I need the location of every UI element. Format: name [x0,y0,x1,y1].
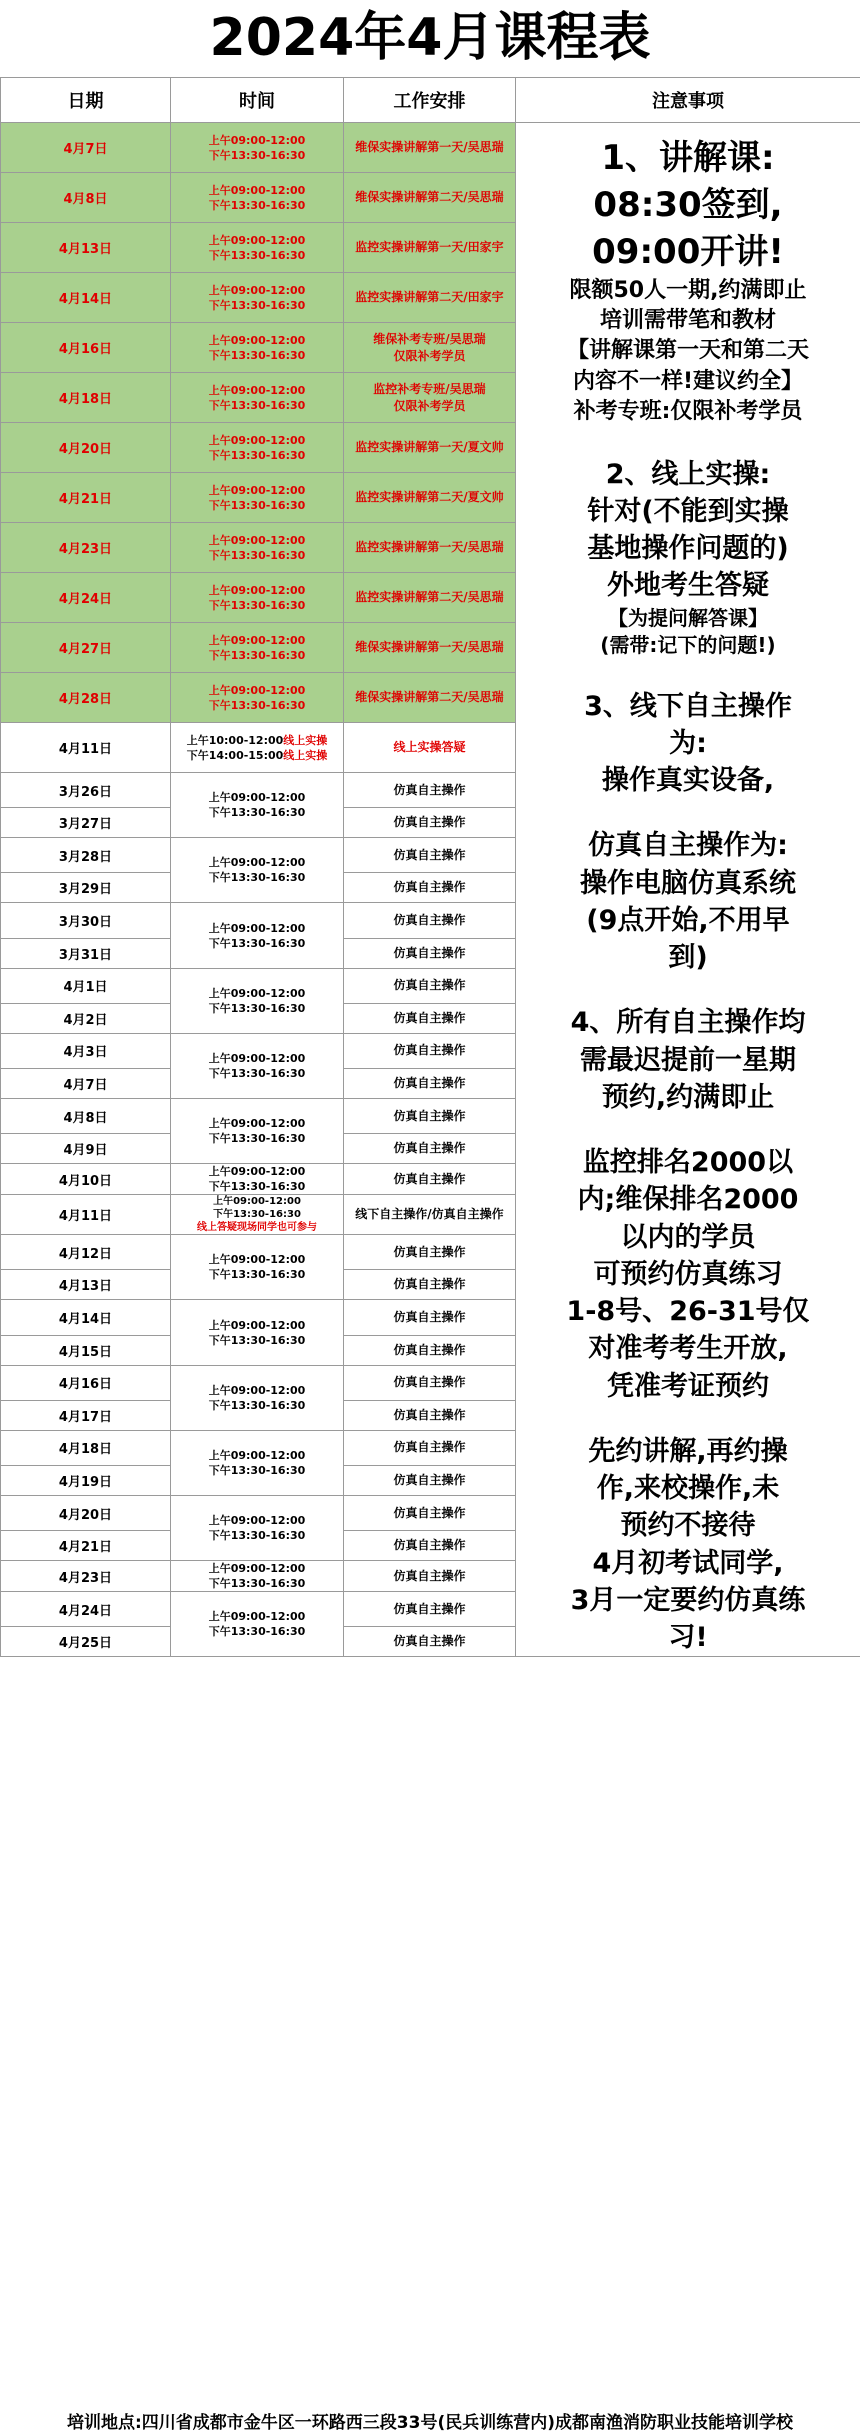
date-cell: 4月11日 [1,1195,171,1235]
note-block: 4、所有自主操作均 需最迟提前一星期 预约,约满即止 [570,1007,806,1113]
header-time: 时间 [171,78,344,123]
task-cell: 仿真自主操作 [344,1430,516,1465]
task-cell: 维保补考专班/吴思瑞 仅限补考学员 [344,323,516,373]
task-cell: 维保实操讲解第二天/吴思瑞 [344,673,516,723]
task-cell: 仿真自主操作 [344,1033,516,1068]
note-block: 限额50人一期,约满即止 培训需带笔和教材 【讲解课第一天和第二天 内容不一样!建议约全】 补考专班:仅限补考学员 [566,277,809,425]
task-cell: 仿真自主操作 [344,1335,516,1365]
date-cell: 4月16日 [1,1365,171,1400]
time-cell: 上午09:00-12:00 下午13:30-16:30 [171,968,344,1033]
time-cell: 上午09:00-12:00 下午13:30-16:30 [171,1430,344,1495]
date-cell: 4月2日 [1,1003,171,1033]
time-cell: 上午09:00-12:00 下午13:30-16:30 [171,323,344,373]
task-cell: 监控补考专班/吴思瑞 仅限补考学员 [344,373,516,423]
date-cell: 4月7日 [1,123,171,173]
time-cell: 上午09:00-12:00 下午13:30-16:30 [171,373,344,423]
task-cell: 仿真自主操作 [344,1099,516,1134]
task-cell: 仿真自主操作 [344,1466,516,1496]
note-block: 【为提问解答课】 (需带:记下的问题!) [600,605,776,658]
date-cell: 4月20日 [1,1496,171,1531]
date-cell: 4月18日 [1,1430,171,1465]
notes-cell [516,123,860,1657]
date-cell: 3月30日 [1,903,171,938]
time-cell: 上午09:00-12:00 下午13:30-16:30 [171,223,344,273]
note-block: 监控排名2000以 内;维保排名2000 以内的学员 可预约仿真练习 1-8号、26-31号仅 对准考考生开放, 凭准考证预约 [566,1147,810,1402]
time-cell: 上午09:00-12:00 下午13:30-16:30 [171,673,344,723]
task-cell: 仿真自主操作 [344,903,516,938]
task-cell: 仿真自主操作 [344,1531,516,1561]
task-cell: 仿真自主操作 [344,1627,516,1657]
time-cell: 上午09:00-12:00 下午13:30-16:30 [171,1235,344,1300]
task-cell: 仿真自主操作 [344,1400,516,1430]
task-cell: 监控实操讲解第一天/田家宇 [344,223,516,273]
time-cell: 上午09:00-12:00 下午13:30-16:30 [171,1365,344,1430]
date-cell: 4月15日 [1,1335,171,1365]
table-header-row [1,78,860,123]
task-cell: 维保实操讲解第一天/吴思瑞 [344,123,516,173]
task-cell: 仿真自主操作 [344,1496,516,1531]
note-block: 先约讲解,再约操 作,来校操作,未 预约不接待 4月初考试同学, 3月一定要约仿真练 习! [570,1435,806,1654]
date-cell: 4月21日 [1,473,171,523]
date-cell: 4月14日 [1,1300,171,1335]
date-cell: 4月24日 [1,573,171,623]
note-block: 仿真自主操作为: 操作电脑仿真系统 (9点开始,不用早 到) [580,830,796,974]
task-cell: 仿真自主操作 [344,1235,516,1270]
time-red-note: 线上实操 [283,748,328,762]
time-cell: 上午09:00-12:00 下午13:30-16:30 [171,773,344,838]
task-cell: 仿真自主操作 [344,1592,516,1627]
time-cell: 上午09:00-12:00 下午13:30-16:30 [171,473,344,523]
date-cell: 4月25日 [1,1627,171,1657]
date-cell: 4月20日 [1,423,171,473]
header-date: 日期 [1,78,171,123]
date-cell: 4月10日 [1,1164,171,1195]
time-cell: 上午09:00-12:00 下午13:30-16:30 [171,123,344,173]
note-block: 1、讲解课: 08:30签到, 09:00开讲! [592,138,784,272]
date-cell: 4月7日 [1,1069,171,1099]
task-cell: 仿真自主操作 [344,1003,516,1033]
time-cell: 上午09:00-12:00 下午13:30-16:30 [171,573,344,623]
task-cell: 仿真自主操作 [344,873,516,903]
date-cell: 3月29日 [1,873,171,903]
task-cell: 仿真自主操作 [344,1300,516,1335]
date-cell: 4月1日 [1,968,171,1003]
time-cell: 上午09:00-12:00 下午13:30-16:30 [171,523,344,573]
time-red-note: 线上实操 [283,733,328,747]
date-cell: 4月27日 [1,623,171,673]
task-cell: 监控实操讲解第二天/吴思瑞 [344,573,516,623]
date-cell: 4月28日 [1,673,171,723]
date-cell: 4月3日 [1,1033,171,1068]
task-cell: 仿真自主操作 [344,838,516,873]
date-cell: 4月23日 [1,523,171,573]
date-cell: 4月17日 [1,1400,171,1430]
time-cell: 上午09:00-12:00 下午13:30-16:30 [171,1164,344,1195]
schedule-table [0,77,860,1657]
time-cell: 上午09:00-12:00 下午13:30-16:30 线上答疑现场同学也可参与 [171,1195,344,1235]
footer-address: 培训地点:四川省成都市金牛区一环路西三段33号(民兵训练营内)成都南渔消防职业技能培训学校 [67,2413,793,2433]
time-cell: 上午09:00-12:00 下午13:30-16:30 [171,1300,344,1365]
date-cell: 4月11日 [1,723,171,773]
task-cell: 仿真自主操作 [344,1365,516,1400]
date-cell: 4月8日 [1,173,171,223]
task-cell: 线下自主操作/仿真自主操作 [344,1195,516,1235]
header-notes: 注意事项 [516,78,860,123]
task-cell: 监控实操讲解第二天/田家宇 [344,273,516,323]
page-title: 2024年4月课程表 [209,8,651,68]
task-cell: 仿真自主操作 [344,1561,516,1592]
task-cell: 仿真自主操作 [344,968,516,1003]
task-cell: 维保实操讲解第二天/吴思瑞 [344,173,516,223]
note-block: 3、线下自主操作 为: 操作真实设备, [584,690,792,797]
task-cell: 仿真自主操作 [344,1270,516,1300]
time-cell: 上午09:00-12:00 下午13:30-16:30 [171,173,344,223]
time-cell: 上午09:00-12:00 下午13:30-16:30 [171,1496,344,1561]
note-block: 2、线上实操: 针对(不能到实操 基地操作问题的) 外地考生答疑 [587,458,789,602]
date-cell: 4月18日 [1,373,171,423]
time-cell: 上午09:00-12:00 下午13:30-16:30 [171,1561,344,1592]
task-cell: 仿真自主操作 [344,938,516,968]
time-cell: 上午10:00-12:00线上实操 下午14:00-15:00线上实操 [171,723,344,773]
task-cell: 线上实操答疑 [344,723,516,773]
date-cell: 4月24日 [1,1592,171,1627]
date-cell: 4月19日 [1,1466,171,1496]
date-cell: 4月16日 [1,323,171,373]
date-cell: 4月9日 [1,1134,171,1164]
table-row [1,123,860,173]
date-cell: 4月13日 [1,1270,171,1300]
time-cell: 上午09:00-12:00 下午13:30-16:30 [171,1033,344,1098]
time-cell: 上午09:00-12:00 下午13:30-16:30 [171,838,344,903]
task-cell: 仿真自主操作 [344,773,516,808]
task-cell: 监控实操讲解第一天/吴思瑞 [344,523,516,573]
date-cell: 4月8日 [1,1099,171,1134]
time-cell: 上午09:00-12:00 下午13:30-16:30 [171,623,344,673]
date-cell: 3月26日 [1,773,171,808]
task-cell: 仿真自主操作 [344,1069,516,1099]
date-cell: 3月27日 [1,808,171,838]
date-cell: 3月28日 [1,838,171,873]
time-red-note: 线上答疑现场同学也可参与 [197,1222,317,1234]
header-task: 工作安排 [344,78,516,123]
task-cell: 监控实操讲解第一天/夏文帅 [344,423,516,473]
date-cell: 4月12日 [1,1235,171,1270]
time-cell: 上午09:00-12:00 下午13:30-16:30 [171,1592,344,1657]
date-cell: 4月13日 [1,223,171,273]
time-cell: 上午09:00-12:00 下午13:30-16:30 [171,1099,344,1164]
task-cell: 仿真自主操作 [344,1134,516,1164]
date-cell: 4月14日 [1,273,171,323]
task-cell: 维保实操讲解第一天/吴思瑞 [344,623,516,673]
date-cell: 4月21日 [1,1531,171,1561]
date-cell: 4月23日 [1,1561,171,1592]
time-cell: 上午09:00-12:00 下午13:30-16:30 [171,273,344,323]
time-cell: 上午09:00-12:00 下午13:30-16:30 [171,903,344,968]
task-cell: 仿真自主操作 [344,1164,516,1195]
time-cell: 上午09:00-12:00 下午13:30-16:30 [171,423,344,473]
task-cell: 监控实操讲解第二天/夏文帅 [344,473,516,523]
date-cell: 3月31日 [1,938,171,968]
task-cell: 仿真自主操作 [344,808,516,838]
